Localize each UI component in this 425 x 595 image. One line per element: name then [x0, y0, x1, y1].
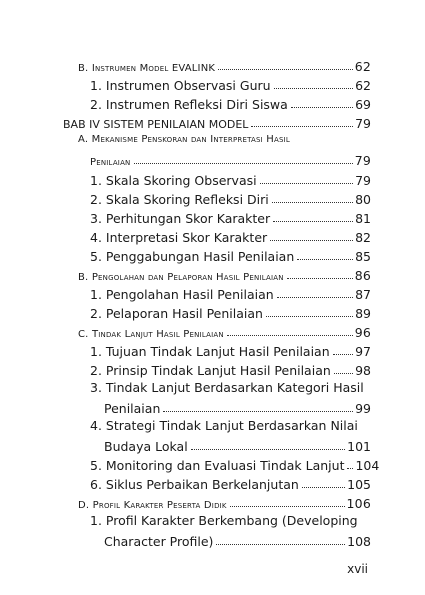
toc-entry[interactable] [90, 227, 371, 245]
toc-entry-label: 2. Skala Skoring Refleksi Diri [90, 192, 269, 207]
dot-leader [277, 297, 353, 298]
dot-leader [218, 69, 353, 70]
dot-leader [251, 126, 353, 127]
dot-leader [270, 240, 353, 241]
toc-entry-label: A. Mekanisme Penskoran dan Interpretasi Hasil [78, 134, 290, 145]
toc-entry-page: 79 [355, 116, 371, 131]
toc-entry[interactable] [78, 322, 371, 340]
dot-leader [260, 183, 353, 184]
dot-leader [273, 221, 353, 222]
toc-entry-label: C. Tindak Lanjut Hasil Penilaian [78, 329, 224, 340]
toc-entry-page: 85 [355, 249, 371, 264]
toc-entry-label: Penilaian [90, 157, 131, 168]
toc-entry-page: 108 [347, 534, 371, 549]
toc-entry-label: 2. Pelaporan Hasil Penilaian [90, 306, 263, 321]
toc-entry-page: 106 [346, 496, 371, 511]
toc-entry[interactable] [90, 284, 371, 302]
dot-leader [274, 88, 354, 89]
toc-entry-page: 99 [355, 401, 371, 416]
toc-entry[interactable] [90, 170, 371, 188]
toc-entry-label: 2. Instrumen Refleksi Diri Siswa [90, 97, 288, 112]
toc-entry-label: 2. Prinsip Tindak Lanjut Hasil Penilaian [90, 363, 331, 378]
toc-entry[interactable] [90, 189, 371, 207]
dot-leader [333, 354, 353, 355]
toc-entry-label: B. Pengolahan dan Pelaporan Hasil Penilaian [78, 272, 284, 283]
toc-entry-label: 4. Strategi Tindak Lanjut Berdasarkan Nilai [90, 418, 358, 433]
toc-chapter[interactable] [63, 113, 371, 131]
toc-entry-page: 98 [355, 363, 371, 378]
dot-leader [287, 278, 353, 279]
toc-entry-label: 3. Tindak Lanjut Berdasarkan Kategori Hasil [90, 380, 364, 395]
toc-entry-page: 87 [355, 287, 371, 302]
toc-entry[interactable] [78, 56, 371, 74]
toc-entry-label: 5. Penggabungan Hasil Penilaian [90, 249, 295, 264]
toc-entry-label: B. Instrumen Model EVALINK [78, 63, 216, 74]
toc-entry-label: 1. Skala Skoring Observasi [90, 173, 257, 188]
toc-entry[interactable] [90, 75, 371, 93]
toc-entry-label: 5. Monitoring dan Evaluasi Tindak Lanjut [90, 458, 345, 473]
toc-entry-label: 3. Perhitungan Skor Karakter [90, 211, 271, 226]
toc-entry-label: 1. Pengolahan Hasil Penilaian [90, 287, 274, 302]
toc-entry[interactable] [90, 208, 371, 226]
toc-entry-label: Budaya Lokal [104, 439, 188, 454]
dot-leader [227, 335, 353, 336]
toc-entry-page: 79 [354, 153, 371, 168]
toc-entry[interactable] [90, 246, 371, 264]
toc-entry-page: 62 [354, 59, 371, 74]
toc-entry-page: 80 [355, 192, 371, 207]
toc-entry-page: 86 [354, 268, 371, 283]
dot-leader [191, 449, 345, 450]
toc-entry[interactable] [90, 341, 371, 359]
toc-entry[interactable] [90, 94, 371, 112]
toc-entry-label: 1. Instrumen Observasi Guru [90, 78, 271, 93]
toc-entry-page: 105 [347, 477, 371, 492]
dot-leader [302, 487, 345, 488]
toc-entry-label: Penilaian [104, 401, 161, 416]
toc-entry-page: 81 [355, 211, 371, 226]
toc-entry-page: 79 [355, 173, 371, 188]
dot-leader [216, 544, 345, 545]
toc-entry-page: 96 [354, 325, 371, 340]
dot-leader [134, 163, 353, 164]
dot-leader [272, 202, 353, 203]
dot-leader [291, 107, 353, 108]
toc-entry[interactable] [78, 265, 371, 283]
dot-leader [347, 468, 353, 469]
toc-entry[interactable] [104, 531, 371, 549]
toc-entry[interactable] [90, 455, 380, 473]
toc-entry[interactable] [104, 436, 371, 454]
page-number: xvii [347, 562, 368, 576]
toc-entry-page: 104 [355, 458, 380, 473]
toc-entry-label: 1. Profil Karakter Berkembang (Developing [90, 513, 358, 528]
toc-entry-label: BAB IV SISTEM PENILAIAN MODEL [63, 118, 249, 131]
toc-entry-page: 82 [355, 230, 371, 245]
toc-entry-label: 1. Tujuan Tindak Lanjut Hasil Penilaian [90, 344, 330, 359]
dot-leader [266, 316, 353, 317]
toc-entry-page: 101 [347, 439, 371, 454]
toc-entry-label: D. Profil Karakter Peserta Didik [78, 500, 227, 511]
toc-entry[interactable] [90, 150, 371, 168]
toc-entry[interactable] [90, 474, 371, 492]
toc-entry-page: 97 [355, 344, 371, 359]
toc-entry-page: 69 [355, 97, 371, 112]
toc-entry-label: 6. Siklus Perbaikan Berkelanjutan [90, 477, 299, 492]
toc-entry-label: Character Profile) [104, 534, 214, 549]
toc-entry[interactable] [90, 303, 371, 321]
toc-entry-page: 89 [355, 306, 371, 321]
dot-leader [297, 259, 353, 260]
toc-entry-label: 4. Interpretasi Skor Karakter [90, 230, 268, 245]
toc-entry-page: 62 [355, 78, 371, 93]
